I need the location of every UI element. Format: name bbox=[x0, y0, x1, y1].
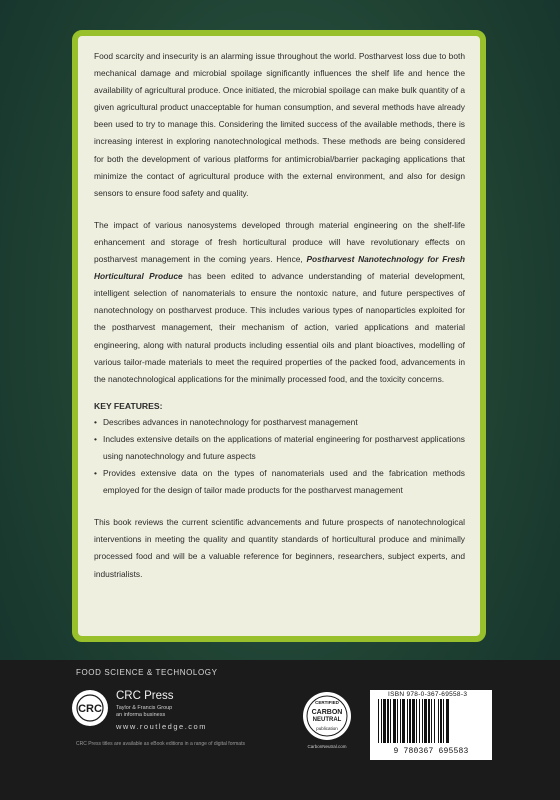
carbon-neutral-badge-icon bbox=[300, 690, 354, 742]
barcode-bar bbox=[416, 699, 417, 743]
publisher-business: an informa business bbox=[116, 712, 166, 718]
barcode-bar bbox=[387, 699, 389, 743]
key-features-heading: KEY FEATURES: bbox=[94, 400, 163, 411]
barcode-bar bbox=[443, 699, 444, 743]
barcode-bar bbox=[419, 699, 420, 743]
barcode-bar bbox=[412, 699, 415, 743]
barcode-icon bbox=[376, 699, 486, 745]
impact-paragraph-start: The impact of various nanosystems developed through material engineering on the shelf-life enhancement and storage of fresh horticultural produce will have revolutionary effects on postharvest management in the coming years. Hence, bbox=[94, 219, 465, 265]
barcode-bar bbox=[402, 699, 405, 743]
barcode-bar bbox=[428, 699, 430, 743]
barcode-bar bbox=[400, 699, 401, 743]
carbon-badge-top: CERTIFIED bbox=[315, 700, 339, 705]
impact-paragraph bbox=[94, 217, 465, 388]
impact-paragraph-end: has been edited to advance understanding of material development, intelligent selection of nanomaterials to ensure the nontoxic nature, and future perspectives of nanotechnology on postharvest produce. This includes various types of nanoparticles exploited for the postharvest management, their mechanism of action, varied applications and material engineering, along with natural products including essential oils and plant bioactives, modelling of various tailor-made materials to meet the required properties of the packed food, advancements in the nanotechnological applications for the minimally processed food, and the toxicity concerns. bbox=[94, 271, 466, 384]
barcode-bar bbox=[431, 699, 432, 743]
barcode-bar bbox=[409, 699, 411, 743]
carbon-badge-word-2: NEUTRAL bbox=[312, 717, 342, 723]
key-feature-item: • Includes extensive details on the applications of material engineering for postharvest applications using nanotechnology and future aspects bbox=[94, 431, 465, 465]
barcode-bar bbox=[393, 699, 396, 743]
crc-press-logo bbox=[70, 688, 110, 728]
barcode-bar bbox=[378, 699, 379, 743]
cover-footer bbox=[0, 660, 560, 800]
barcode-digits: 9 780367 695583 bbox=[393, 747, 469, 756]
carbon-badge-word-1: CARBON bbox=[311, 709, 343, 716]
barcode-bar bbox=[438, 699, 439, 743]
barcode-bar bbox=[424, 699, 427, 743]
barcode-bar bbox=[446, 699, 449, 743]
summary-paragraph: This book reviews the current scientific advancements and future prospects of nanotechnological interventions in meeting the quality and quantity standards of horticultural produce and minimally processed food and will be a valuable reference for beginners, researchers, subject experts, and industrialists. bbox=[94, 517, 465, 579]
key-features-list bbox=[94, 414, 465, 499]
back-cover-text-panel bbox=[72, 30, 486, 642]
key-feature-item: • Provides extensive data on the types of nanomaterials used and the fabrication methods employed for the design of tailor made products for the postharvest management bbox=[94, 465, 465, 499]
barcode-bar bbox=[434, 699, 435, 743]
intro-paragraph: Food scarcity and insecurity is an alarming issue throughout the world. Postharvest loss due to both mechanical damage and microbial spoilage significantly influences the shelf life and hence the availability of agricultural produce. Once initiated, the microbial spoilage can make bulk quantity of a given agricultural product unacceptable for human consumption, and several methods have already been used to try to manage this. Considering the limited success of the available methods, there is increasing interest in exploring nanotechnological methods. These methods are being considered for both the development of various platforms for antimicrobial/barrier packaging applications that minimize the contact of agricultural produce with the external environment, and also for design sensors to ensure food safety and quality. bbox=[94, 51, 465, 198]
publisher-name: CRC Press bbox=[116, 690, 174, 702]
barcode-bar bbox=[383, 699, 386, 743]
publisher-url: www.routledge.com bbox=[116, 722, 207, 731]
carbon-neutral-url: CarbonNeutral.com bbox=[307, 744, 347, 749]
key-feature-item: • Describes advances in nanotechnology for postharvest management bbox=[94, 414, 465, 431]
isbn-text: ISBN 978-0-367-69558-3 bbox=[388, 691, 468, 698]
carbon-badge-sub: publication bbox=[316, 726, 338, 731]
publisher-group: Taylor & Francis Group bbox=[116, 705, 173, 711]
publisher-tagline bbox=[116, 705, 172, 719]
ebook-disclaimer: CRC Press titles are available as eBook editions in a range of digital formats bbox=[76, 741, 245, 747]
crc-logo-text: CRC bbox=[78, 703, 102, 715]
barcode-bar bbox=[381, 699, 382, 743]
subject-category: FOOD SCIENCE & TECHNOLOGY bbox=[76, 668, 218, 677]
barcode-bar bbox=[397, 699, 398, 743]
book-title-inline: Postharvest Nanotechnology for Fresh Horticultural Produce bbox=[94, 254, 466, 282]
barcode-bar bbox=[407, 699, 408, 743]
barcode-bar bbox=[390, 699, 391, 743]
barcode-bar bbox=[440, 699, 442, 743]
barcode-bar bbox=[422, 699, 423, 743]
